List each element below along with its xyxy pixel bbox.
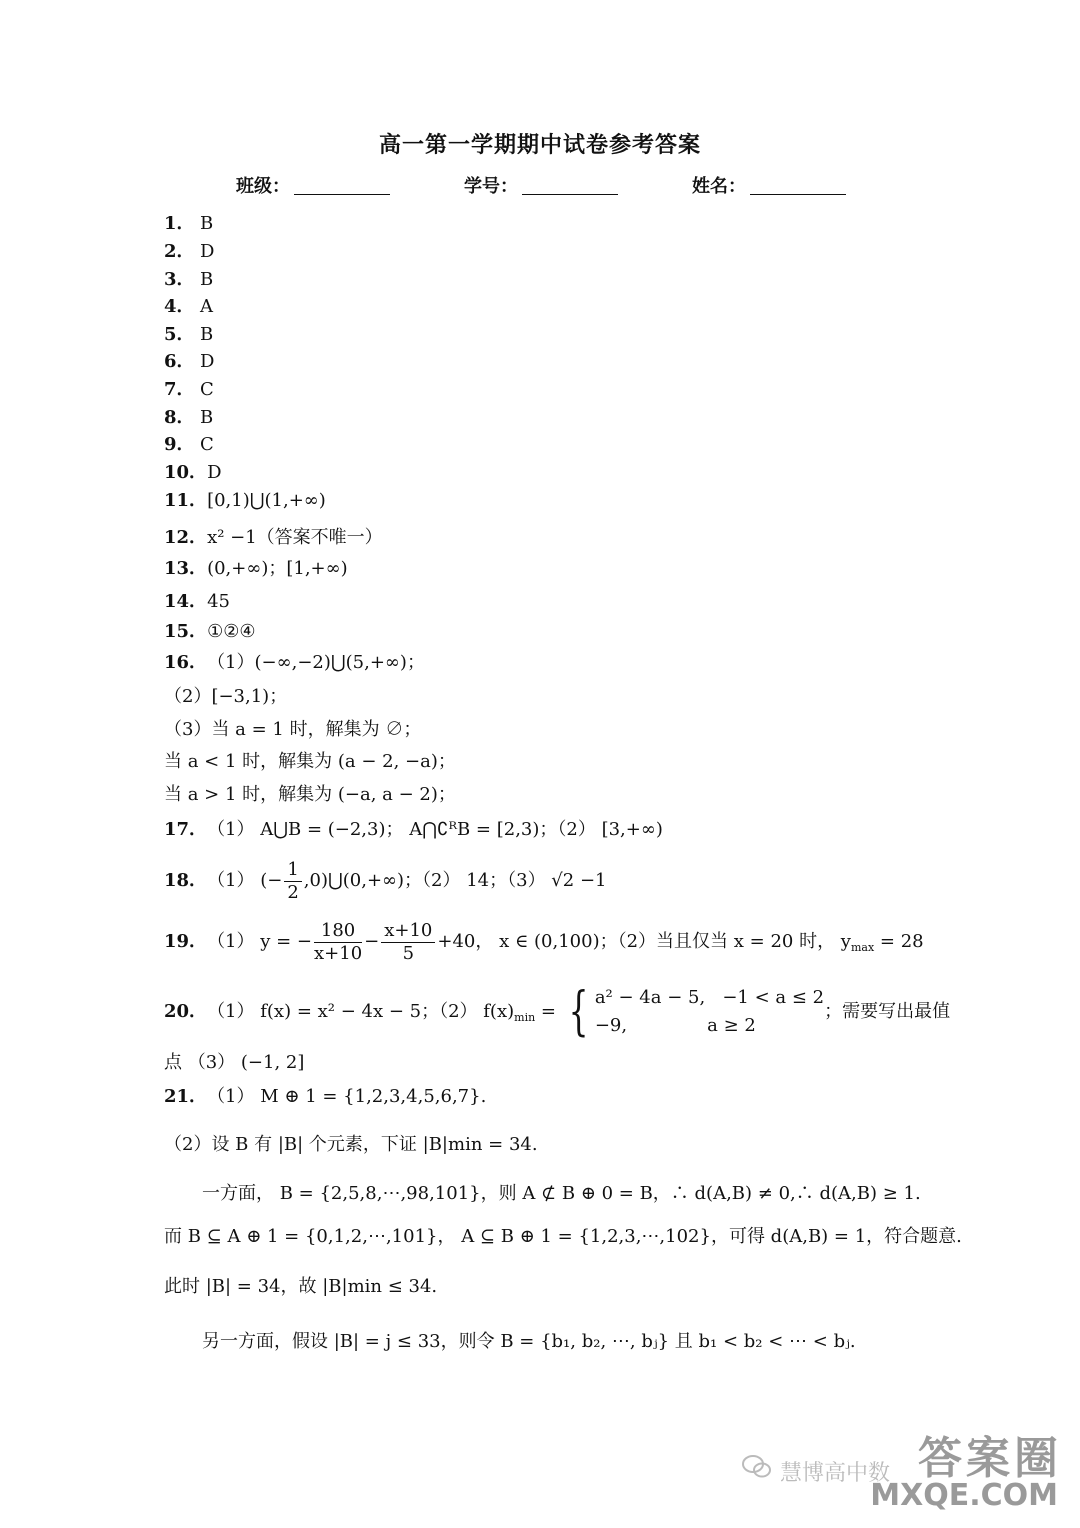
answer-row (164, 461, 222, 485)
answer-row (164, 433, 214, 457)
brace: { (568, 982, 589, 1042)
answer-text: ①②④ (207, 621, 256, 642)
fraction-numerator: 180 (314, 920, 362, 943)
student-id-label: 学号： (464, 176, 518, 197)
answer-text: B (200, 213, 214, 234)
q20-post: ；需要写出最值 (824, 1001, 951, 1022)
answer-text: (0,+∞)；[1,+∞) (207, 558, 348, 579)
fraction-denominator: 5 (402, 942, 415, 964)
answer-number: 7． (164, 379, 195, 400)
watermark (730, 1412, 1070, 1522)
answer-text: （1） A⋃B = (−2,3)； A⋂∁ᴿB = [2,3)；（2） [3,+∞) (207, 819, 663, 840)
answer-number: 17． (164, 819, 208, 840)
class-field (236, 172, 390, 198)
name-label: 姓名： (692, 176, 746, 197)
fraction (381, 920, 435, 965)
case-2: −9, a ≥ 2 (594, 1015, 756, 1036)
answer-number: 20． (164, 1001, 208, 1022)
q19-mid: − (364, 931, 380, 952)
q21-part1: （1） M ⊕ 1 = {1,2,3,4,5,6,7}. (207, 1086, 487, 1107)
fraction (284, 859, 301, 904)
watermark-url: MXQE.COM (870, 1478, 1058, 1513)
q20-pre: （1） f(x) = x² − 4x − 5；（2） f(x) (207, 1001, 515, 1022)
answer-row (164, 295, 213, 319)
answer-number: 15． (164, 621, 208, 642)
q18-pre: （1） (− (207, 870, 283, 891)
answer-row (164, 268, 213, 292)
q21-para4: 而 B ⊆ A ⊕ 1 = {0,1,2,⋯,101}， A ⊆ B ⊕ 1 = {1,2,3,⋯,102}，可得 d(A,B) = 1，符合题意. (164, 1226, 962, 1247)
q20-line2: 点 （3） (−1, 2] (164, 1052, 305, 1073)
q20-eq: = (535, 1001, 562, 1022)
answer-text: D (200, 241, 215, 262)
q19-post2: = 28 (874, 931, 924, 952)
answer-row-19 (164, 918, 924, 972)
case-1: a² − 4a − 5, −1 < a ≤ 2 (594, 987, 825, 1008)
q21-part2: （2）设 B 有 |B| 个元素，下证 |B|min = 34. (164, 1134, 538, 1155)
subscript: min (514, 1011, 536, 1024)
answer-text: [0,1)⋃(1,+∞) (207, 490, 326, 511)
answer-number: 14． (164, 591, 208, 612)
q16-part3-case2: 当 a < 1 时，解集为 (a − 2, −a)； (164, 751, 456, 772)
answer-text: C (200, 379, 214, 400)
name-field (692, 172, 846, 198)
answer-text: B (200, 269, 214, 290)
answer-text: 45 (207, 591, 230, 612)
answer-number: 18． (164, 870, 208, 891)
answer-number: 21． (164, 1086, 208, 1107)
answer-number: 5． (164, 324, 195, 345)
answer-row-21 (164, 1085, 486, 1109)
name-blank (750, 176, 846, 195)
answer-row (164, 557, 348, 581)
answer-row (164, 212, 213, 236)
answer-row (164, 323, 213, 347)
student-id-field (464, 172, 618, 198)
q19-post: +40， x ∈ (0,100)；（2）当且仅当 x = 20 时， y (437, 931, 851, 952)
subscript: max (850, 941, 875, 954)
answer-number: 16． (164, 652, 208, 673)
class-blank (294, 176, 390, 195)
answer-row (164, 350, 214, 374)
answer-row (164, 526, 383, 550)
q19-pre: （1） y = − (207, 931, 313, 952)
answer-number: 13． (164, 558, 208, 579)
answer-text: D (207, 462, 222, 483)
answer-text: B (200, 407, 214, 428)
answer-text: B (200, 324, 214, 345)
document-title: 高一第一学期期中试卷参考答案 (378, 132, 701, 158)
answer-text: （1）(−∞,−2)⋃(5,+∞)； (207, 652, 425, 673)
answer-row-20 (164, 984, 950, 1046)
q16-part3: （3）当 a = 1 时，解集为 ∅； (164, 719, 422, 740)
answer-row (164, 406, 213, 430)
wechat-icon (742, 1454, 772, 1480)
fraction-numerator: 1 (284, 859, 301, 882)
q21-para5: 此时 |B| = 34，故 |B|min ≤ 34. (164, 1276, 438, 1297)
fraction-numerator: x+10 (381, 920, 435, 943)
answer-row (164, 489, 326, 513)
fraction (314, 920, 362, 965)
answer-row-18 (164, 857, 606, 905)
answer-number: 12． (164, 527, 208, 548)
answer-text: A (200, 296, 213, 317)
q21-para3: 一方面， B = {2,5,8,⋯,98,101}，则 A ⊄ B ⊕ 0 = B，∴ d(A,B) ≠ 0,∴ d(A,B) ≥ 1. (202, 1183, 921, 1204)
answer-number: 10． (164, 462, 208, 483)
answer-number: 3． (164, 269, 195, 290)
fraction-denominator: 2 (287, 881, 299, 903)
answer-number: 1． (164, 213, 195, 234)
q21-para6: 另一方面，假设 |B| = j ≤ 33，则令 B = {b₁, b₂, ⋯, bⱼ} 且 b₁ < b₂ < ⋯ < bⱼ. (202, 1331, 856, 1352)
answer-row (164, 590, 230, 614)
answer-number: 11． (164, 490, 208, 511)
answer-text: x² −1（答案不唯一） (207, 527, 383, 548)
answer-text: D (200, 351, 215, 372)
piecewise-cases (595, 984, 824, 1040)
q16-part2: （2）[−3,1)； (164, 686, 288, 707)
q18-post: ,0)⋃(0,+∞)；（2） 14；（3） √2 −1 (303, 870, 607, 891)
answer-text: C (200, 434, 214, 455)
watermark-text: 慧博高中数 (780, 1461, 891, 1486)
q16-part3-case3: 当 a > 1 时，解集为 (−a, a − 2)； (164, 784, 456, 805)
answer-row (164, 651, 425, 675)
answer-number: 9． (164, 434, 195, 455)
answer-number: 6． (164, 351, 195, 372)
answer-row (164, 240, 214, 264)
answer-number: 8． (164, 407, 195, 428)
class-label: 班级： (236, 176, 290, 197)
answer-row (164, 378, 214, 402)
answer-number: 2． (164, 241, 195, 262)
answer-row-17 (164, 818, 663, 842)
fraction-denominator: x+10 (314, 942, 363, 964)
answer-number: 19． (164, 931, 208, 952)
student-id-blank (522, 176, 618, 195)
answer-row (164, 620, 255, 644)
watermark-logo: 答案圈 (918, 1433, 1062, 1484)
answer-number: 4． (164, 296, 195, 317)
